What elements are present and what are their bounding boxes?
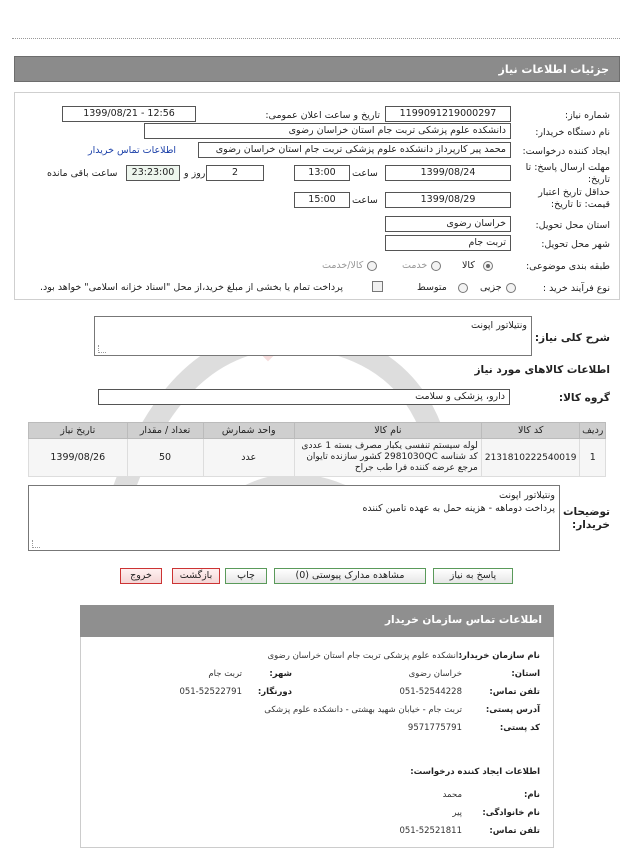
notes-label: توضیحات خریدار: <box>562 506 610 531</box>
top-divider <box>12 38 620 39</box>
resize-grip-icon <box>32 540 40 548</box>
col-qty: تعداد / مقدار <box>127 423 203 439</box>
notes-textarea <box>28 485 560 551</box>
notes-line-2: پرداخت دوماهه - هزینه حمل به عهده تامین کننده <box>362 503 555 514</box>
creator-name-label: نام: <box>523 790 540 800</box>
page-title: جزئیات اطلاعات نیاز <box>14 56 620 82</box>
deadline-label: مهلت ارسال پاسخ: تا تاریخ: <box>525 162 610 185</box>
validity-label: حداقل تاریخ اعتبار قیمت: تا تاریخ: <box>538 187 610 210</box>
creator-phone-label: تلفن تماس: <box>489 826 540 836</box>
cell-unit: عدد <box>203 439 294 477</box>
creator-info-title: اطلاعات ایجاد کننده درخواست: <box>410 767 540 777</box>
contact-fax-value: 051-52522791 <box>179 687 242 697</box>
need-number-label: شماره نیاز: <box>564 110 610 121</box>
process-note: پرداخت تمام یا بخشی از مبلغ خرید،از محل "اسناد خزانه اسلامی" خواهد بود. <box>40 282 343 293</box>
remaining-label: ساعت باقی مانده <box>47 168 118 179</box>
cell-date: 1399/08/26 <box>29 439 128 477</box>
days-field: 2 <box>206 165 264 181</box>
cell-qty: 50 <box>127 439 203 477</box>
category-option-service: خدمت <box>402 260 428 271</box>
buyer-field: دانشکده علوم پزشکی تربت جام استان خراسان رضوی <box>144 123 511 139</box>
creator-family-value: پیر <box>452 808 462 818</box>
contact-phone-value: 051-52544228 <box>399 687 462 697</box>
category-option-goods: کالا <box>462 260 475 271</box>
contact-panel-title: اطلاعات تماس سازمان خریدار <box>80 605 554 637</box>
notes-line-1: ونتیلاتور اپونت <box>499 490 555 501</box>
category-radio-both[interactable] <box>367 261 377 271</box>
creator-label: ایجاد کننده درخواست: <box>522 146 610 157</box>
city-field: تربت جام <box>385 235 511 251</box>
table-row <box>29 439 606 477</box>
items-table <box>28 422 606 477</box>
group-field: دارو، پزشکی و سلامت <box>98 389 510 405</box>
col-name: نام کالا <box>294 423 481 439</box>
process-option-medium: متوسط <box>417 282 447 293</box>
validity-date-field: 1399/08/29 <box>385 192 511 208</box>
summary-text: ونتیلاتور اپونت <box>471 320 527 331</box>
buyer-label: نام دستگاه خریدار: <box>535 127 610 138</box>
days-label: روز و <box>184 168 206 179</box>
contact-city-value: تربت جام <box>208 669 242 679</box>
contact-city-label: شهر: <box>269 669 292 679</box>
col-date: تاریخ نیاز <box>29 423 128 439</box>
reply-button[interactable]: پاسخ به نیاز <box>433 568 513 584</box>
cell-code: 2131810222540019 <box>481 439 580 477</box>
treasury-checkbox[interactable] <box>372 281 383 292</box>
creator-family-label: نام خانوادگی: <box>482 808 540 818</box>
contact-address-label: آدرس پستی: <box>485 705 540 715</box>
deadline-time-label: ساعت <box>352 168 378 179</box>
contact-postal-value: 9571775791 <box>407 723 462 733</box>
creator-field: محمد پیر کارپرداز دانشکده علوم پزشکی تربت جام استان خراسان رضوی <box>198 142 511 158</box>
process-radio-minor[interactable] <box>506 283 516 293</box>
buyer-contact-link[interactable]: اطلاعات تماس خریدار <box>88 145 177 156</box>
province-label: استان محل تحویل: <box>535 220 610 231</box>
cell-row: 1 <box>580 439 606 477</box>
summary-textarea <box>94 316 532 356</box>
summary-label: شرح کلی نیاز: <box>534 332 610 344</box>
city-label: شهر محل تحویل: <box>541 239 610 250</box>
deadline-date-field: 1399/08/24 <box>385 165 511 181</box>
attachments-button[interactable]: مشاهده مدارک پیوستی (0) <box>274 568 426 584</box>
category-option-both: کالا/خدمت <box>322 260 364 271</box>
back-button[interactable]: بازگشت <box>172 568 220 584</box>
contact-province-label: استان: <box>511 669 540 679</box>
validity-time-label: ساعت <box>352 195 378 206</box>
contact-org-value: دانشکده علوم پزشکی تربت جام استان خراسان رضوی <box>267 651 462 661</box>
contact-address-value: تربت جام - خیابان شهید بهشتی - دانشکده علوم پزشکی <box>264 705 462 715</box>
contact-postal-label: کد پستی: <box>499 723 540 733</box>
contact-fax-label: دورنگار: <box>257 687 292 697</box>
col-code: کد کالا <box>481 423 580 439</box>
need-number-field: 1199091219000297 <box>385 106 511 122</box>
items-table-header <box>29 423 606 439</box>
process-radio-medium[interactable] <box>458 283 468 293</box>
contact-org-label: نام سازمان خریدار: <box>458 651 540 661</box>
deadline-time-field: 13:00 <box>294 165 350 181</box>
creator-phone-value: 051-52521811 <box>399 826 462 836</box>
cell-name: لوله سیستم تنفسی یکبار مصرف بسته 1 عددی کد شناسه 2981030QC کشور سازنده تایوان مرجع عرضه کننده فرا طب جراح <box>294 439 481 477</box>
contact-phone-label: تلفن تماس: <box>489 687 540 697</box>
exit-button[interactable]: خروج <box>120 568 162 584</box>
category-radio-service[interactable] <box>431 261 441 271</box>
province-field: خراسان رضوی <box>385 216 511 232</box>
category-radio-goods[interactable] <box>483 261 493 271</box>
items-section-title: اطلاعات کالاهای مورد نیاز <box>474 364 610 376</box>
process-option-minor: جزیی <box>480 282 502 293</box>
announce-field: 1399/08/21 - 12:56 <box>62 106 196 122</box>
col-unit: واحد شمارش <box>203 423 294 439</box>
announce-label: تاریخ و ساعت اعلان عمومی: <box>265 110 380 121</box>
category-label: طبقه بندی موضوعی: <box>525 261 610 272</box>
group-label: گروه کالا: <box>558 392 610 404</box>
print-button[interactable]: چاپ <box>225 568 267 584</box>
contact-province-value: خراسان رضوی <box>408 669 462 679</box>
process-label: نوع فرآیند خرید : <box>542 283 610 294</box>
col-row: ردیف <box>580 423 606 439</box>
remaining-time-field: 23:23:00 <box>126 165 180 181</box>
creator-name-value: محمد <box>442 790 462 800</box>
validity-time-field: 15:00 <box>294 192 350 208</box>
resize-grip-icon <box>98 345 106 353</box>
